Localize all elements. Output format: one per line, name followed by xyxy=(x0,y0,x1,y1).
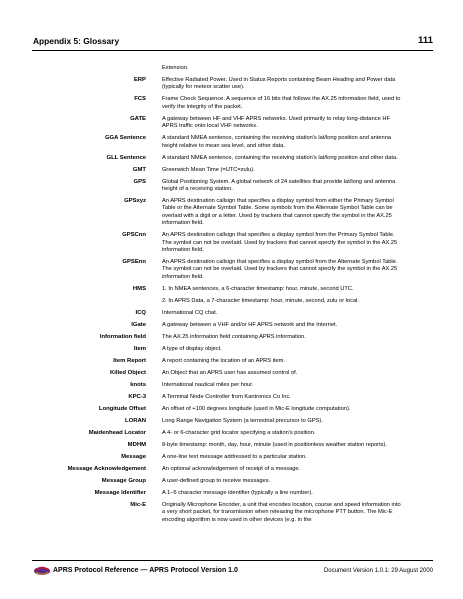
glossary-entry xyxy=(0,135,463,150)
definition-paragraph: An optional acknowledgement of receipt of a message. xyxy=(162,465,301,472)
glossary-definition xyxy=(162,167,402,174)
glossary-term: GPSEnn xyxy=(122,259,146,266)
glossary-term: Maidenhead Locator xyxy=(88,429,146,436)
page-number: 111 xyxy=(418,35,433,46)
definition-paragraph: Extension. xyxy=(162,65,189,71)
glossary-entry xyxy=(0,77,463,92)
glossary-entry xyxy=(0,382,463,389)
definition-paragraph: Frame Check Sequence. A sequence of 16 bits that follows the AX.25 information field, used to verify the integrity of the packet. xyxy=(162,96,401,110)
glossary-definition xyxy=(162,232,402,254)
definition-paragraph: An APRS destination callsign that specifies a display symbol from either the Primary Symbol Table or the Alternate Symbol Table. Some symbols from the Alternate Symbol Table can be overlaid with a digit or a letter. Used by trackers that cannot specify the symbol in the AX.25 information field. xyxy=(162,198,394,227)
definition-paragraph: Global Positioning System. A global network of 24 satellites that provide lat/long and antenna height of a receiving station. xyxy=(162,178,396,193)
glossary-entry xyxy=(0,310,463,317)
glossary-definition xyxy=(162,418,402,425)
header-rule xyxy=(32,50,433,51)
glossary-term: Item Report xyxy=(113,357,146,364)
glossary-definition xyxy=(162,370,402,377)
glossary-definition xyxy=(162,490,402,497)
glossary-entry xyxy=(0,346,463,353)
glossary-definition xyxy=(162,502,402,524)
glossary-term: GPSxyz xyxy=(124,198,146,205)
glossary-entry xyxy=(0,232,463,254)
glossary-term: IGate xyxy=(131,321,146,328)
definition-paragraph: International CQ chat. xyxy=(162,309,218,316)
footer-rule xyxy=(32,560,433,561)
glossary-term: LORAN xyxy=(125,417,146,424)
glossary-definition xyxy=(162,65,402,72)
glossary-term: ERP xyxy=(133,77,146,83)
glossary-definition xyxy=(162,155,402,162)
glossary-term: GGA Sentence xyxy=(104,135,146,142)
glossary-definition xyxy=(162,322,402,329)
glossary-entry xyxy=(0,502,463,524)
definition-paragraph: 2. In APRS Data, a 7-character timestamp: hour, minute, second, zulu or local. xyxy=(162,297,359,304)
definition-paragraph: A one-line text message addressed to a particular station. xyxy=(162,453,307,460)
glossary-definition xyxy=(162,96,402,111)
definition-paragraph: A Terminal Node Controller from Kantronics Co Inc. xyxy=(162,393,291,400)
glossary-entry xyxy=(0,406,463,413)
glossary-definition xyxy=(162,259,402,281)
glossary-definition xyxy=(162,346,402,353)
glossary-term: GPS xyxy=(133,178,146,185)
glossary-term: Message Group xyxy=(101,477,146,484)
glossary-term: ICQ xyxy=(135,309,146,316)
definition-paragraph: A 4- or 6-character grid locator specifying a station's position. xyxy=(162,429,316,436)
definition-paragraph: A gateway between a VHF and/or HF APRS network and the Internet. xyxy=(162,321,338,328)
aprs-logo-icon xyxy=(33,565,51,576)
glossary-term: MDHM xyxy=(127,441,146,448)
glossary-term: Mic-E xyxy=(130,501,146,508)
glossary-entry xyxy=(0,370,463,377)
glossary-term: HMS xyxy=(132,285,146,292)
glossary-definition xyxy=(162,358,402,365)
glossary-term xyxy=(0,65,162,72)
glossary-entry xyxy=(0,334,463,341)
glossary-entry xyxy=(0,478,463,485)
glossary-entry xyxy=(0,442,463,449)
glossary-entry xyxy=(0,322,463,329)
glossary-term: Message Acknowledgement xyxy=(67,465,146,472)
definition-paragraph: Long Range Navigation System (a terrestrial precursor to GPS). xyxy=(162,417,323,424)
definition-paragraph: An APRS destination callsign that specifies a display symbol from the Primary Symbol Table. The symbol can not be overlaid. Used by trackers that cannot specify the symbol in the AX.25 information field. xyxy=(162,232,398,254)
glossary-entry xyxy=(0,466,463,473)
glossary-definition xyxy=(162,394,402,401)
definition-paragraph: A type of display object. xyxy=(162,345,222,352)
glossary-term: GMT xyxy=(132,166,146,173)
definition-paragraph: Originally Microphone Encoder, a unit that encodes location, course and speed information into a very short packet, for transmission when releasing the microphone PTT button. The Mic-E encoding algorithm is now used in other devices (e.g. in the xyxy=(162,501,401,523)
glossary-entry xyxy=(0,167,463,174)
glossary-entry xyxy=(0,116,463,131)
footer-document-title: APRS Protocol Reference — APRS Protocol Version 1.0 xyxy=(53,567,238,574)
glossary-entry xyxy=(0,155,463,162)
glossary-definition xyxy=(162,442,402,449)
glossary-entry xyxy=(0,198,463,228)
glossary-term: knots xyxy=(130,381,146,388)
glossary-term: Item xyxy=(133,345,146,352)
definition-paragraph: Effective Radiated Power. Used in Status Reports containing Beam Heading and Power data (typically for meteor scatter use). xyxy=(162,77,396,91)
glossary-entry xyxy=(0,358,463,365)
glossary-list xyxy=(0,65,463,529)
glossary-term: Longitude Offset xyxy=(98,405,146,412)
definition-paragraph: A standard NMEA sentence, containing the receiving station's lat/long position and other data. xyxy=(162,154,398,161)
footer-document-version: Document Version 1.0.1: 29 August 2000 xyxy=(323,568,433,574)
glossary-definition xyxy=(162,382,402,389)
glossary-definition xyxy=(162,406,402,413)
glossary-definition xyxy=(162,179,402,194)
definition-paragraph: 1. In NMEA sentences, a 6-character timestamp: hour, minute, second UTC. xyxy=(162,285,354,292)
glossary-entry xyxy=(0,454,463,461)
glossary-definition xyxy=(162,135,402,150)
running-header-title: Appendix 5: Glossary xyxy=(33,36,120,46)
definition-paragraph: An offset of +100 degrees longitude (used in Mic-E longitude computation). xyxy=(162,405,351,412)
glossary-term: Message Identifier xyxy=(94,489,146,496)
glossary-definition xyxy=(162,478,402,485)
glossary-term: Information field xyxy=(99,333,146,340)
glossary-definition xyxy=(162,430,402,437)
glossary-definition xyxy=(162,334,402,341)
glossary-entry xyxy=(0,259,463,281)
glossary-term: GATE xyxy=(130,115,146,122)
definition-paragraph: An APRS destination callsign that specifies a display symbol from the Alternate Symbol Table. The symbol can not be overlaid. Used by trackers that cannot specify the symbol in the AX.25 information field. xyxy=(162,259,398,280)
glossary-term: GLL Sentence xyxy=(106,154,146,161)
glossary-definition xyxy=(162,116,402,131)
glossary-entry xyxy=(0,418,463,425)
definition-paragraph: A report containing the location of an APRS item. xyxy=(162,357,285,364)
definition-paragraph: 8-byte timestamp: month, day, hour, minute (used in positionless weather station reports). xyxy=(162,441,387,448)
glossary-definition xyxy=(162,466,402,473)
glossary-definition xyxy=(162,286,402,305)
definition-paragraph: An Object that an APRS user has assumed control of. xyxy=(162,369,298,376)
definition-paragraph: A gateway between HF and VHF APRS networks. Used primarily to relay long-distance HF APRS traffic onto local VHF networks. xyxy=(162,115,390,130)
glossary-entry xyxy=(0,490,463,497)
glossary-entry xyxy=(0,96,463,111)
definition-paragraph: A user-defined group to receive messages. xyxy=(162,477,271,484)
glossary-entry xyxy=(0,394,463,401)
glossary-definition xyxy=(162,310,402,317)
definition-paragraph: International nautical miles per hour. xyxy=(162,381,254,388)
glossary-entry xyxy=(0,179,463,194)
glossary-definition xyxy=(162,77,402,92)
glossary-entry xyxy=(0,286,463,305)
definition-paragraph: A standard NMEA sentence, containing the receiving station's lat/long position and antenna height relative to mean sea level, and other data. xyxy=(162,135,392,149)
definition-paragraph: A 1–5 character message identifier (typically a line number). xyxy=(162,489,313,496)
glossary-term: Killed Object xyxy=(109,369,146,376)
glossary-term: Message xyxy=(121,453,146,460)
glossary-entry xyxy=(0,430,463,437)
glossary-term: GPSCnn xyxy=(122,232,146,239)
definition-paragraph: Greenwich Mean Time (=UTC=zulu). xyxy=(162,166,255,173)
glossary-definition xyxy=(162,198,402,228)
glossary-term: KPC-3 xyxy=(128,393,146,400)
definition-paragraph: The AX.25 information field containing APRS information. xyxy=(162,333,306,340)
glossary-term: FCS xyxy=(134,96,146,103)
glossary-definition xyxy=(162,454,402,461)
glossary-entry xyxy=(0,65,463,72)
